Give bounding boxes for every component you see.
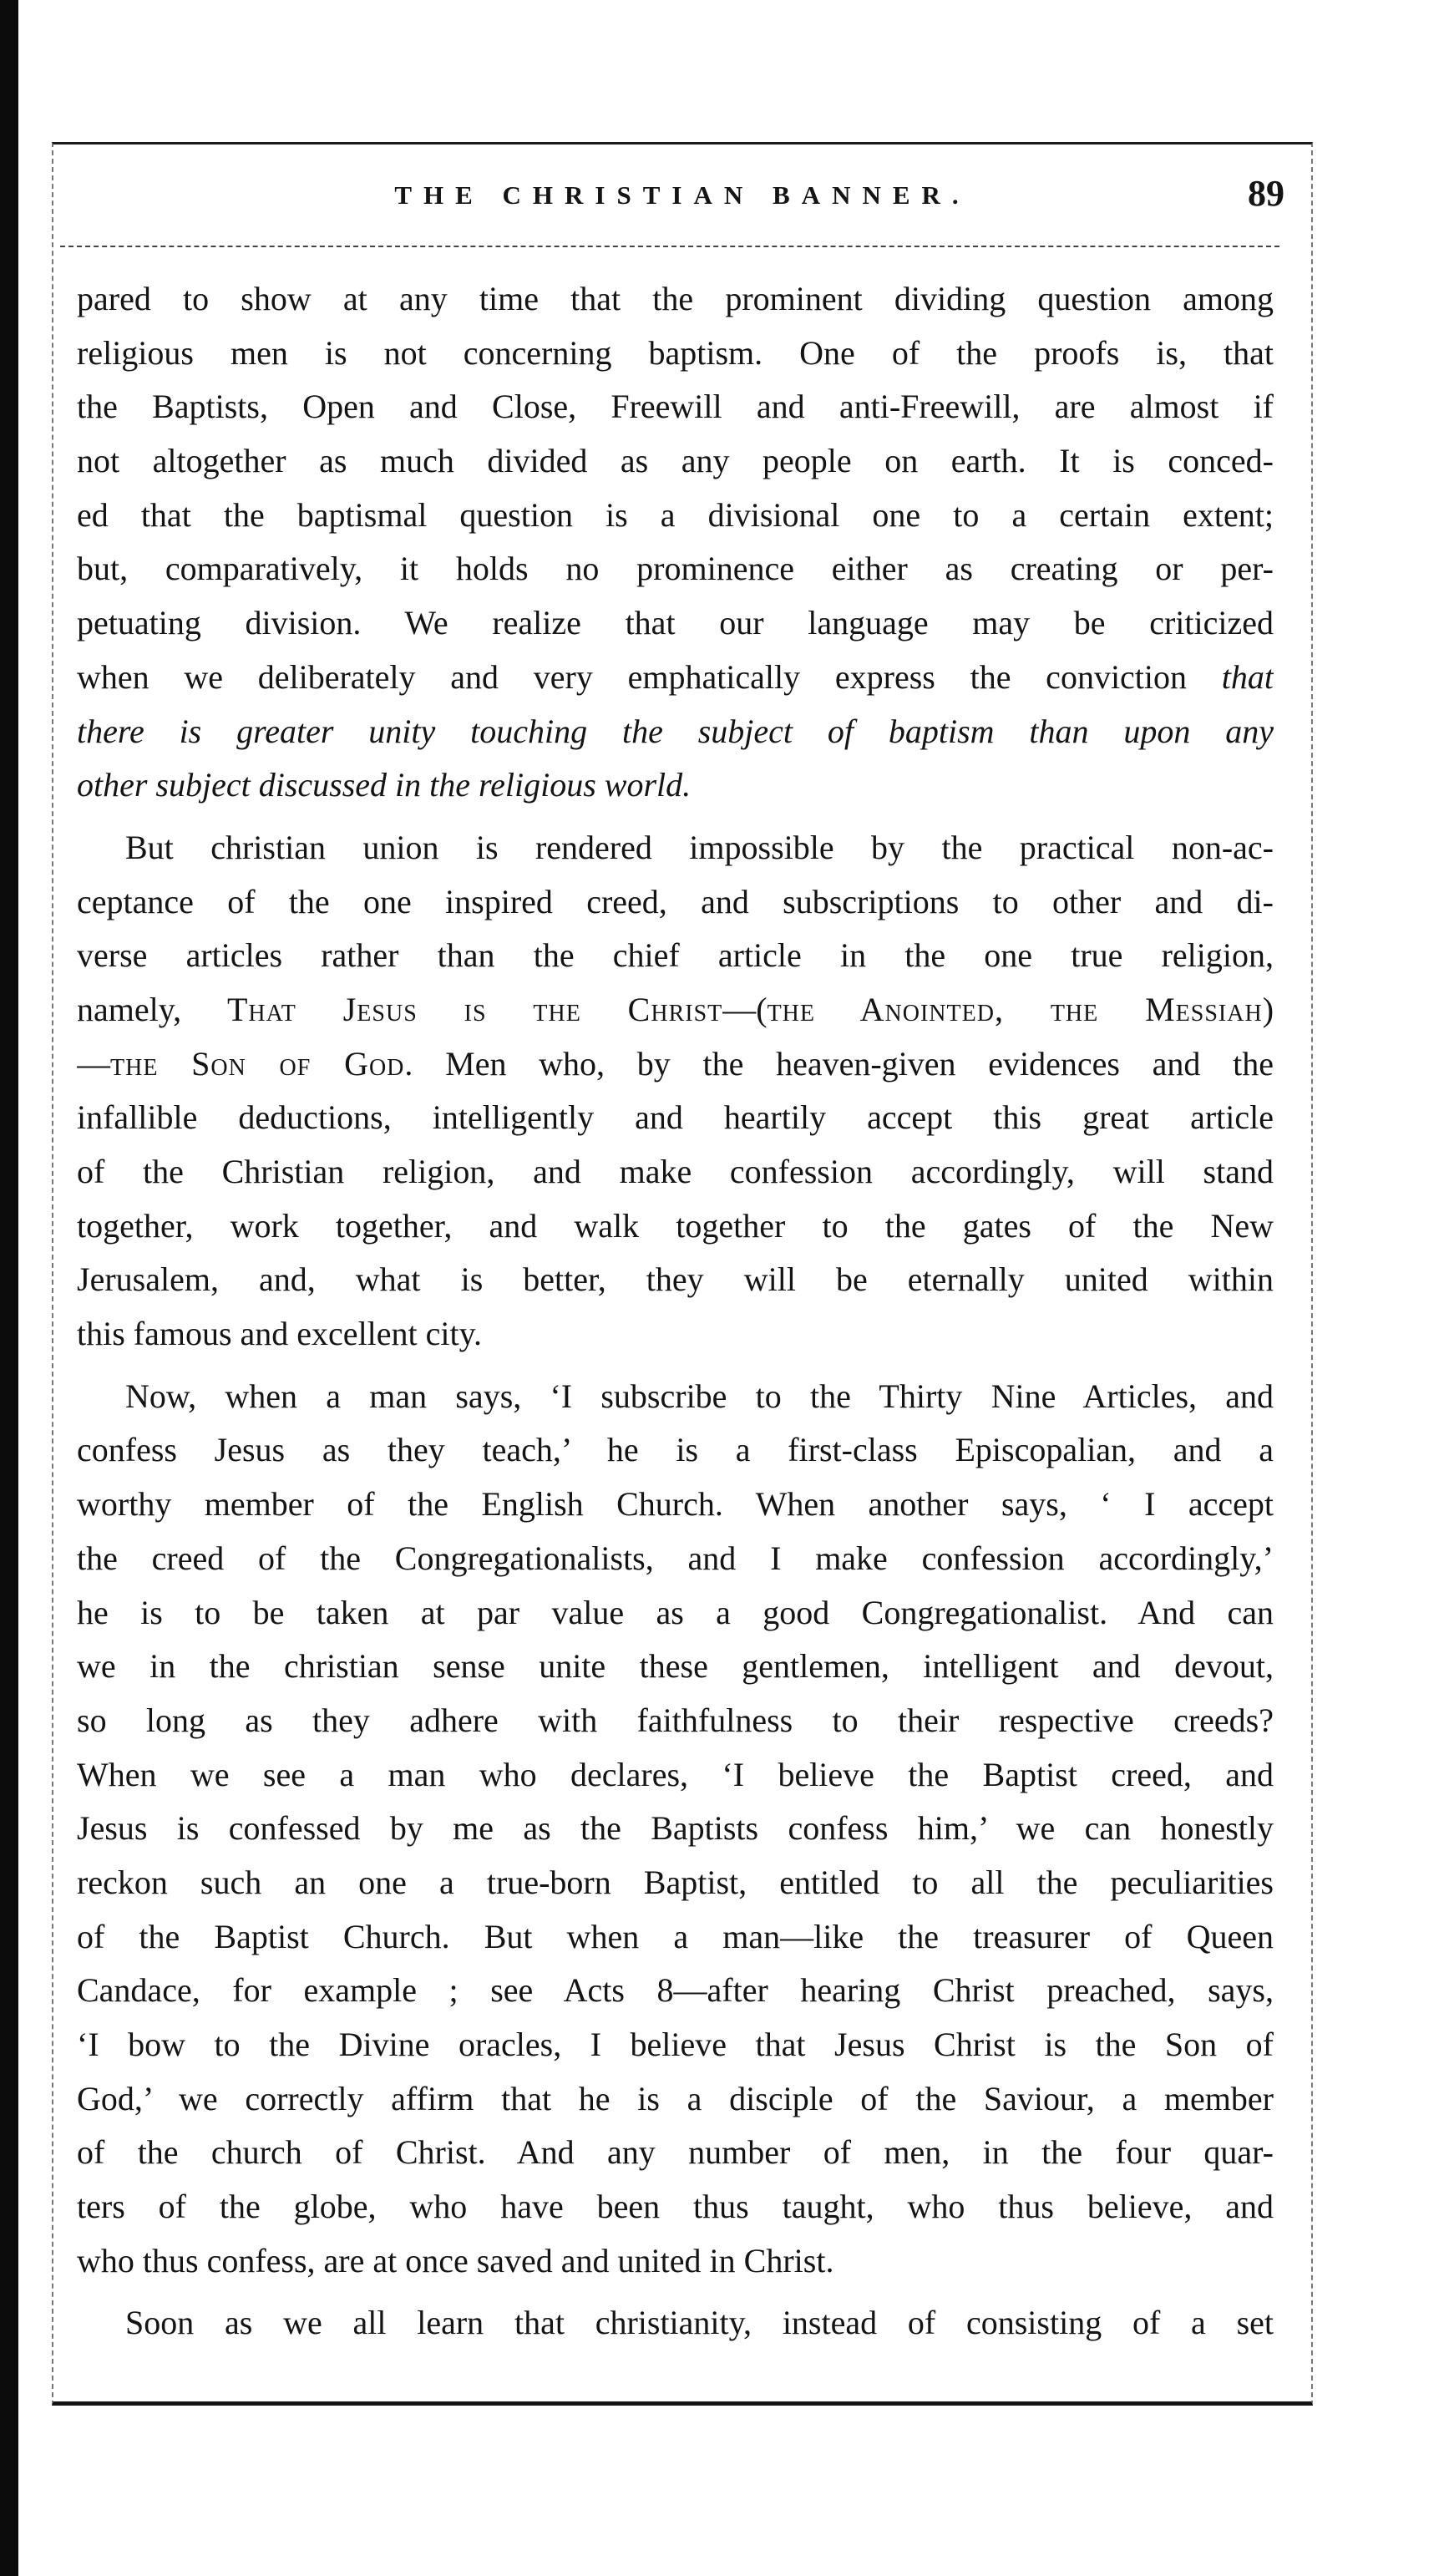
text-run: But christian union is rendered impossible by the practical non-ac-: [125, 828, 1274, 866]
text-line: [77, 1370, 1274, 1424]
text-run: the Son of God: [110, 1044, 405, 1083]
text-run: the Baptists, Open and Close, Freewill and anti-Freewill, are almost if: [77, 388, 1274, 426]
text-line: [77, 1199, 1274, 1254]
text-run: —: [77, 1044, 110, 1083]
text-line: [77, 1145, 1274, 1199]
page-number: 89: [1248, 173, 1284, 214]
text-line: [77, 1640, 1274, 1694]
text-line: [77, 1964, 1274, 2018]
text-line: [77, 2296, 1274, 2350]
text-line: [77, 651, 1274, 705]
text-line: [77, 272, 1274, 327]
text-line: [77, 1532, 1274, 1586]
text-line: [77, 1586, 1274, 1640]
text-line: [77, 1037, 1274, 1092]
text-line: [77, 2234, 1274, 2289]
text-run: so long as they adhere with faithfulness to their respective creeds?: [77, 1701, 1274, 1739]
text-line: [77, 2072, 1274, 2127]
text-line: [77, 758, 1274, 813]
text-run: the Anointed, the Messiah: [767, 990, 1263, 1028]
text-run: ceptance of the one inspired creed, and subscriptions to other and di-: [77, 882, 1274, 920]
text-line: [77, 1091, 1274, 1145]
text-run: . Men who, by the heaven-given evidences and the: [404, 1044, 1274, 1083]
text-line: [77, 2018, 1274, 2072]
text-run: God,’ we correctly affirm that he is a disciple of the Saviour, a member: [77, 2079, 1274, 2117]
text-line: [77, 1802, 1274, 1856]
text-run: other subject discussed in the religious world.: [77, 766, 692, 804]
text-line: [77, 1478, 1274, 1532]
text-line: [77, 434, 1274, 489]
text-run: reckon such an one a true-born Baptist, entitled to all the peculiarities: [77, 1863, 1274, 1901]
text-run: Jesus is confessed by me as the Baptists confess him,’ we can honestly: [77, 1809, 1274, 1848]
text-run: the creed of the Congregationalists, and I make confession accordingly,’: [77, 1539, 1274, 1577]
body-text: [77, 272, 1274, 2350]
paragraph-gap: [77, 2288, 1274, 2296]
text-run: who thus confess, are at once saved and united in Christ.: [77, 2241, 834, 2279]
text-run: ‘I bow to the Divine oracles, I believe that Jesus Christ is the Son of: [77, 2026, 1274, 2063]
text-line: [77, 1423, 1274, 1478]
text-run: we in the christian sense unite these gentlemen, intelligent and devout,: [77, 1647, 1274, 1686]
text-line: [77, 1307, 1274, 1362]
text-run: That Jesus is the Christ: [227, 990, 723, 1028]
text-run: he is to be taken at par value as a good Congregationalist. And can: [77, 1593, 1274, 1631]
page-binding-edge: [0, 0, 18, 2576]
page-header: [52, 164, 1313, 247]
text-run: infallible deductions, intelligently and heartily accept this great article: [77, 1098, 1274, 1137]
paragraph: [77, 272, 1274, 813]
text-run: Candace, for example ; see Acts 8—after hearing Christ preached, says,: [77, 1971, 1274, 2010]
text-line: [77, 929, 1274, 983]
text-run: ed that the baptismal question is a divisional one to a certain extent;: [77, 495, 1274, 534]
text-line: [77, 1253, 1274, 1307]
text-run: when we deliberately and very emphatically express the conviction: [77, 657, 1222, 696]
text-line: [77, 983, 1274, 1037]
text-run: confess Jesus as they teach,’ he is a first-class Episcopalian, and a: [77, 1431, 1274, 1469]
text-run: ): [1262, 990, 1274, 1028]
text-line: [77, 1910, 1274, 1965]
text-run: namely,: [77, 990, 227, 1028]
header-rule: [60, 246, 1279, 247]
text-line: [77, 489, 1274, 543]
text-run: Jerusalem, and, what is better, they will be eternally united within: [77, 1260, 1274, 1299]
text-run: When we see a man who declares, ‘I believe the Baptist creed, and: [77, 1755, 1274, 1793]
text-line: [77, 821, 1274, 875]
text-line: [77, 542, 1274, 596]
text-run: verse articles rather than the chief article in the one true religion,: [77, 936, 1274, 975]
text-run: Now, when a man says, ‘I subscribe to the Thirty Nine Articles, and: [125, 1377, 1274, 1415]
text-run: religious men is not concerning baptism. One of the proofs is, that: [77, 333, 1274, 372]
text-run: there is greater unity touching the subject of baptism than upon any: [77, 712, 1274, 750]
text-line: [77, 380, 1274, 434]
text-run: of the Baptist Church. But when a man—like the treasurer of Queen: [77, 1917, 1274, 1955]
running-title: THE CHRISTIAN BANNER.: [394, 180, 970, 210]
text-run: this famous and excellent city.: [77, 1315, 483, 1353]
text-run: —(: [722, 990, 768, 1028]
text-run: together, work together, and walk together to the gates of the New: [77, 1206, 1274, 1245]
text-run: but, comparatively, it holds no prominence either as creating or per-: [77, 550, 1274, 588]
text-run: pared to show at any time that the prominent dividing question among: [77, 280, 1274, 317]
text-line: [77, 2126, 1274, 2180]
text-line: [77, 1748, 1274, 1803]
text-line: [77, 327, 1274, 381]
text-run: that: [1221, 657, 1274, 696]
text-line: [77, 1694, 1274, 1748]
text-run: Soon as we all learn that christianity, instead of consisting of a set: [125, 2304, 1274, 2342]
text-run: worthy member of the English Church. When another says, ‘ I accept: [77, 1485, 1274, 1524]
text-run: not altogether as much divided as any people on earth. It is conced-: [77, 442, 1274, 480]
paragraph-gap: [77, 813, 1274, 821]
paragraph-gap: [77, 1362, 1274, 1370]
text-line: [77, 596, 1274, 651]
paragraph: [77, 2296, 1274, 2350]
text-line: [77, 2180, 1274, 2234]
text-line: [77, 1856, 1274, 1910]
text-run: of the Christian religion, and make confession accordingly, will stand: [77, 1153, 1274, 1190]
text-line: [77, 705, 1274, 759]
paragraph: [77, 821, 1274, 1362]
text-run: petuating division. We realize that our language may be criticized: [77, 604, 1274, 642]
text-run: ters of the globe, who have been thus taught, who thus believe, and: [77, 2188, 1274, 2226]
text-run: of the church of Christ. And any number of men, in the four quar-: [77, 2133, 1274, 2172]
paragraph: [77, 1370, 1274, 2289]
text-line: [77, 875, 1274, 930]
